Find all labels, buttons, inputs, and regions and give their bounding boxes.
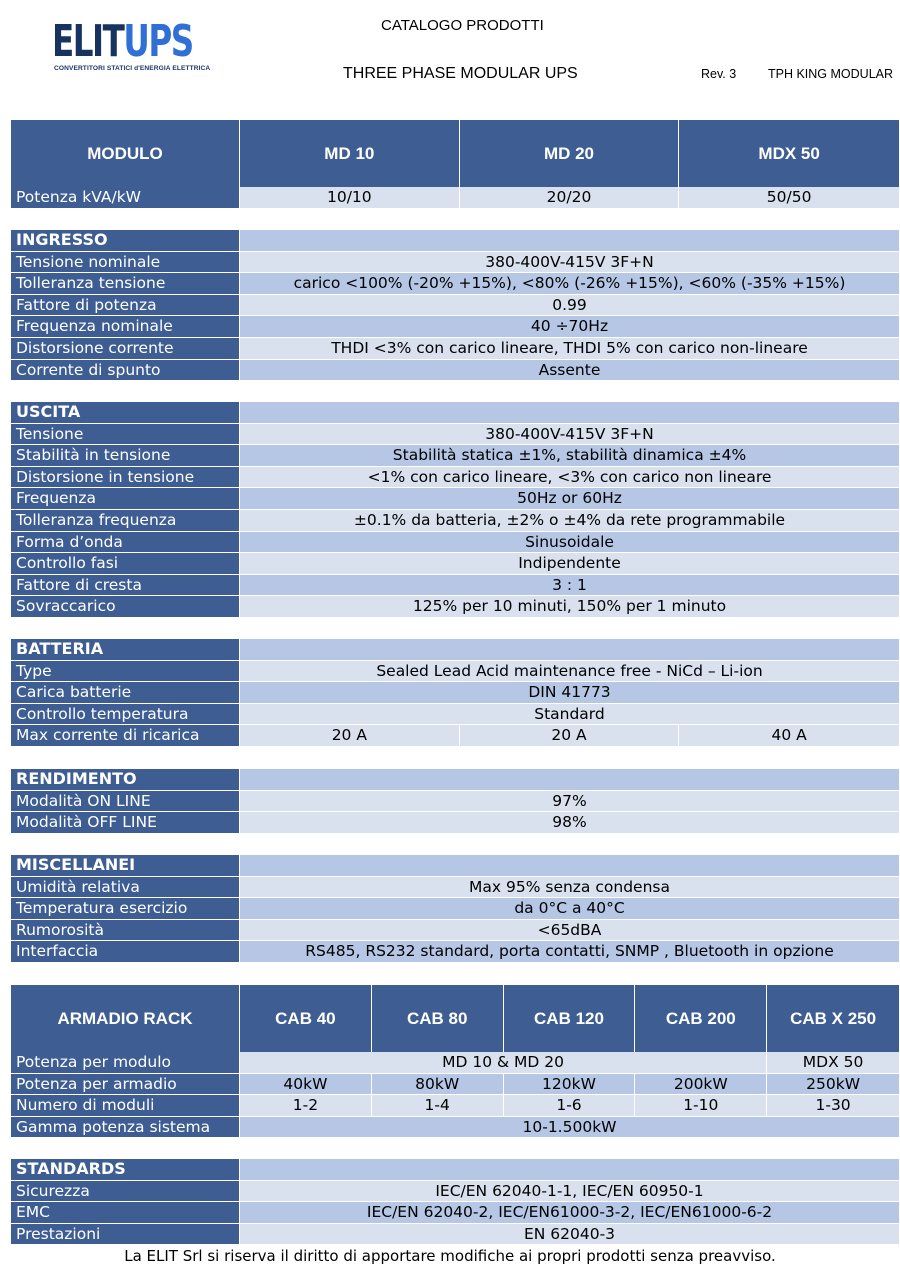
row-label: Carica batterie <box>11 682 240 704</box>
modulo-header-mdx50: MDX 50 <box>679 120 899 187</box>
row-value: 40kW <box>240 1074 372 1096</box>
row-value: 1-2 <box>240 1095 372 1117</box>
armadio-header-cab120: CAB 120 <box>504 985 636 1052</box>
section-title: STANDARDS <box>11 1159 240 1181</box>
armadio-header-cab200: CAB 200 <box>635 985 767 1052</box>
row-value: Sinusoidale <box>240 532 899 554</box>
section-title: BATTERIA <box>11 639 240 661</box>
row-value: 250kW <box>767 1074 899 1096</box>
revision-label: Rev. 3 <box>701 67 737 81</box>
section-title: MISCELLANEI <box>11 855 240 877</box>
row-label: Fattore di potenza <box>11 295 240 317</box>
row-value: 0.99 <box>240 295 899 317</box>
row-value: 200kW <box>635 1074 767 1096</box>
row-value: EN 62040-3 <box>240 1224 899 1246</box>
logo-wordmark <box>52 16 193 67</box>
table-row <box>11 791 899 813</box>
rendimento-table <box>11 769 899 834</box>
row-label: Type <box>11 661 240 683</box>
row-value: MDX 50 <box>767 1052 899 1074</box>
row-value: ±0.1% da batteria, ±2% o ±4% da rete programmabile <box>240 510 899 532</box>
table-row <box>11 467 899 489</box>
row-value: IEC/EN 62040-2, IEC/EN61000-3-2, IEC/EN61000-6-2 <box>240 1202 899 1224</box>
miscellanei-table <box>11 855 899 963</box>
section-title: INGRESSO <box>11 230 240 252</box>
row-value: 40 A <box>679 725 899 747</box>
row-label: Fattore di cresta <box>11 575 240 597</box>
row-label: Forma d’onda <box>11 532 240 554</box>
row-label: Distorsione corrente <box>11 338 240 360</box>
table-row <box>11 1224 899 1246</box>
batteria-table <box>11 639 899 747</box>
row-label: Sovraccarico <box>11 596 240 618</box>
row-value: 20/20 <box>460 187 680 209</box>
row-value: 10-1.500kW <box>240 1117 899 1139</box>
row-label: Max corrente di ricarica <box>11 725 240 747</box>
row-value: 1-4 <box>372 1095 504 1117</box>
row-label: Frequenza nominale <box>11 316 240 338</box>
section-title: RENDIMENTO <box>11 769 240 791</box>
row-label: Interfaccia <box>11 941 240 963</box>
section-spacer <box>240 402 899 424</box>
row-value: 20 A <box>240 725 460 747</box>
armadio-header-row <box>11 985 899 1052</box>
table-row <box>11 1074 899 1096</box>
row-value: Assente <box>240 360 899 382</box>
table-row <box>11 920 899 942</box>
row-label: Modalità OFF LINE <box>11 812 240 834</box>
row-value: 3 : 1 <box>240 575 899 597</box>
row-label: Prestazioni <box>11 1224 240 1246</box>
table-row <box>11 682 899 704</box>
row-value: da 0°C a 40°C <box>240 898 899 920</box>
table-row <box>11 704 899 726</box>
section-header-row <box>11 1159 899 1181</box>
row-value: 1-10 <box>635 1095 767 1117</box>
table-row <box>11 295 899 317</box>
table-row <box>11 316 899 338</box>
row-label: Tensione nominale <box>11 252 240 274</box>
modulo-header-label: MODULO <box>11 120 240 187</box>
table-row <box>11 877 899 899</box>
section-spacer <box>240 769 899 791</box>
table-row <box>11 273 899 295</box>
table-row <box>11 725 899 747</box>
row-label: Temperatura esercizio <box>11 898 240 920</box>
row-value: 50Hz or 60Hz <box>240 488 899 510</box>
section-header-row <box>11 639 899 661</box>
section-spacer <box>240 230 899 252</box>
row-value: IEC/EN 62040-1-1, IEC/EN 60950-1 <box>240 1181 899 1203</box>
table-row <box>11 338 899 360</box>
table-row <box>11 1095 899 1117</box>
section-header-row <box>11 402 899 424</box>
table-row <box>11 510 899 532</box>
logo-tagline: CONVERTITORI STATICI d'ENERGIA ELETTRICA <box>54 65 211 72</box>
row-value: 380-400V-415V 3F+N <box>240 424 899 446</box>
row-label: Corrente di spunto <box>11 360 240 382</box>
table-row <box>11 941 899 963</box>
row-value: 50/50 <box>679 187 899 209</box>
table-row <box>11 252 899 274</box>
row-label: Numero di moduli <box>11 1095 240 1117</box>
row-value: 125% per 10 minuti, 150% per 1 minuto <box>240 596 899 618</box>
ingresso-table <box>11 230 899 381</box>
armadio-header-cab40: CAB 40 <box>240 985 372 1052</box>
row-label: Tolleranza frequenza <box>11 510 240 532</box>
row-value: 1-30 <box>767 1095 899 1117</box>
row-label: Potenza per modulo <box>11 1052 240 1074</box>
uscita-table <box>11 402 899 618</box>
row-value: Stabilità statica ±1%, stabilità dinamica ±4% <box>240 445 899 467</box>
row-value: 20 A <box>460 725 680 747</box>
row-value: 97% <box>240 791 899 813</box>
row-label: Stabilità in tensione <box>11 445 240 467</box>
table-row <box>11 812 899 834</box>
row-label: Tolleranza tensione <box>11 273 240 295</box>
disclaimer-footer: La ELIT Srl si riserva il diritto di apportare modifiche ai propri prodotti senza preavviso. <box>124 1247 776 1265</box>
modulo-header-md10: MD 10 <box>240 120 460 187</box>
armadio-header-cab80: CAB 80 <box>372 985 504 1052</box>
row-value: MD 10 & MD 20 <box>240 1052 767 1074</box>
logo-main-text: ELIT <box>52 16 124 67</box>
table-row <box>11 1117 899 1139</box>
table-row <box>11 488 899 510</box>
row-label: Gamma potenza sistema <box>11 1117 240 1139</box>
section-spacer <box>240 1159 899 1181</box>
armadio-table <box>11 985 899 1138</box>
row-value: <1% con carico lineare, <3% con carico non lineare <box>240 467 899 489</box>
row-label: Potenza per armadio <box>11 1074 240 1096</box>
table-row <box>11 1052 899 1074</box>
modulo-header-md20: MD 20 <box>460 120 680 187</box>
section-spacer <box>240 855 899 877</box>
table-row <box>11 187 899 209</box>
row-value: 80kW <box>372 1074 504 1096</box>
model-line-label: TPH KING MODULAR <box>768 67 894 81</box>
row-value: RS485, RS232 standard, porta contatti, SNMP , Bluetooth in opzione <box>240 941 899 963</box>
row-label: Umidità relativa <box>11 877 240 899</box>
modulo-header-row <box>11 120 899 187</box>
row-value: Indipendente <box>240 553 899 575</box>
table-row <box>11 360 899 382</box>
table-row <box>11 898 899 920</box>
armadio-header-label: ARMADIO RACK <box>11 985 240 1052</box>
row-value: THDI <3% con carico lineare, THDI 5% con carico non-lineare <box>240 338 899 360</box>
row-value: Sealed Lead Acid maintenance free - NiCd – Li-ion <box>240 661 899 683</box>
document-subtitle: THREE PHASE MODULAR UPS <box>343 65 578 82</box>
modulo-table <box>11 120 899 209</box>
table-row <box>11 661 899 683</box>
section-title: USCITA <box>11 402 240 424</box>
standards-table <box>11 1159 899 1245</box>
row-value: 380-400V-415V 3F+N <box>240 252 899 274</box>
row-value: <65dBA <box>240 920 899 942</box>
section-spacer <box>240 639 899 661</box>
catalog-title: CATALOGO PRODOTTI <box>381 17 544 34</box>
table-row <box>11 553 899 575</box>
row-label: Controllo temperatura <box>11 704 240 726</box>
row-value: 10/10 <box>240 187 460 209</box>
table-row <box>11 424 899 446</box>
table-row <box>11 532 899 554</box>
row-value: Standard <box>240 704 899 726</box>
section-header-row <box>11 230 899 252</box>
row-value: 40 ÷70Hz <box>240 316 899 338</box>
row-label: EMC <box>11 1202 240 1224</box>
table-row <box>11 1181 899 1203</box>
row-value: 1-6 <box>504 1095 636 1117</box>
elit-ups-logo <box>52 16 214 76</box>
row-value: 98% <box>240 812 899 834</box>
row-value: 120kW <box>504 1074 636 1096</box>
row-label: Modalità ON LINE <box>11 791 240 813</box>
section-header-row <box>11 769 899 791</box>
table-row <box>11 445 899 467</box>
table-row <box>11 575 899 597</box>
row-label: Controllo fasi <box>11 553 240 575</box>
table-row <box>11 1202 899 1224</box>
row-label: Rumorosità <box>11 920 240 942</box>
section-header-row <box>11 855 899 877</box>
row-value: Max 95% senza condensa <box>240 877 899 899</box>
row-label: Frequenza <box>11 488 240 510</box>
row-value: carico <100% (-20% +15%), <80% (-26% +15%), <60% (-35% +15%) <box>240 273 899 295</box>
row-value: DIN 41773 <box>240 682 899 704</box>
armadio-header-cabx250: CAB X 250 <box>767 985 899 1052</box>
row-label: Tensione <box>11 424 240 446</box>
row-label: Distorsione in tensione <box>11 467 240 489</box>
row-label: Potenza kVA/kW <box>11 187 240 209</box>
logo-accent-text: UPS <box>123 16 193 67</box>
row-label: Sicurezza <box>11 1181 240 1203</box>
table-row <box>11 596 899 618</box>
